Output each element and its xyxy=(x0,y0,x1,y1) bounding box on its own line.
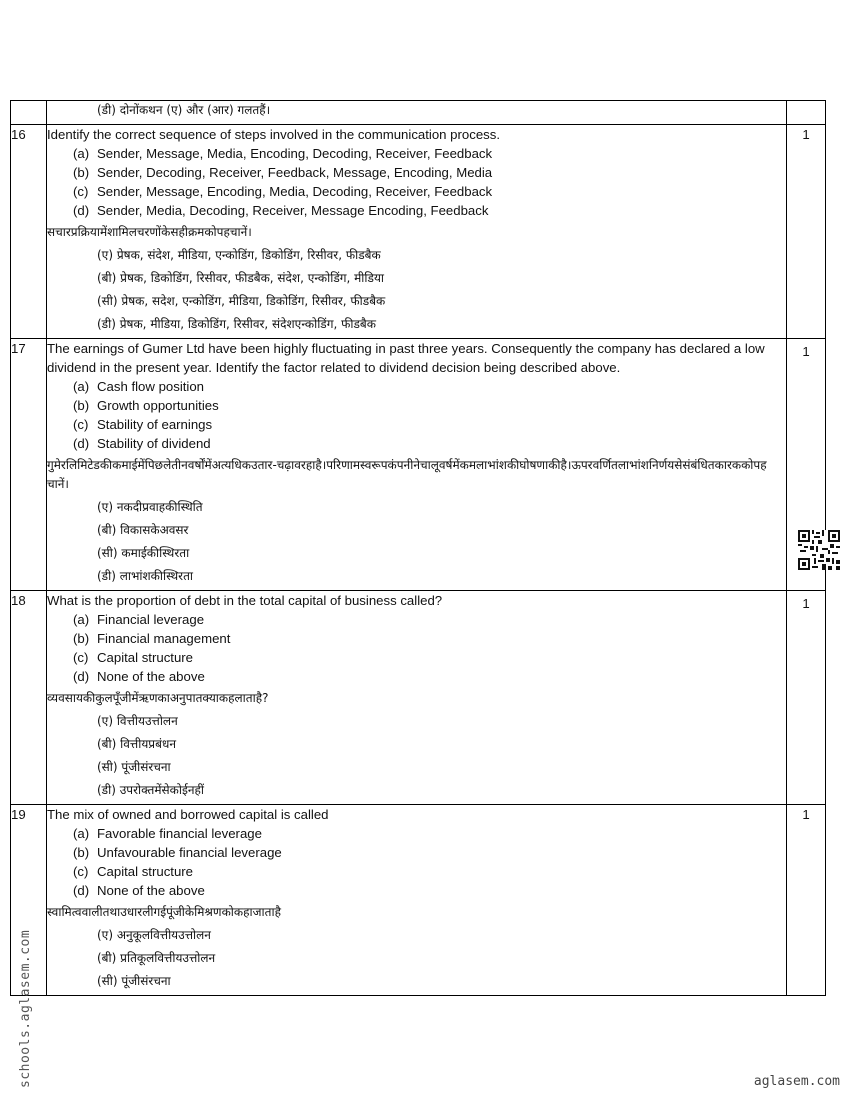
option-text: Sender, Message, Media, Encoding, Decoding, Receiver, Feedback xyxy=(97,146,493,161)
option-label: (d) xyxy=(73,669,90,684)
question-row-continued xyxy=(11,101,826,125)
question-text: What is the proportion of debt in the total capital of business called? xyxy=(47,593,443,608)
question-cell xyxy=(47,805,787,996)
option-label: (c) xyxy=(73,417,89,432)
option-c xyxy=(47,648,786,667)
hindi-option: (डी) प्रेषक, मीडिया, डिकोडिंग, रिसीवर, संदेशएन्कोडिंग, फीडबैक xyxy=(97,317,376,331)
hindi-question-text: सचारप्रक्रियामेंशामिलचरणोंकेसहीक्रमकोपहचानें। xyxy=(47,225,252,239)
option-label: (c) xyxy=(73,650,89,665)
hindi-option: (सी) पूंजीसंरचना xyxy=(97,974,171,988)
question-marks xyxy=(787,101,826,125)
question-text: The mix of owned and borrowed capital is called xyxy=(47,807,329,822)
option-d xyxy=(47,881,786,900)
question-row-18 xyxy=(11,591,826,805)
question-cell xyxy=(47,591,787,805)
option-a xyxy=(47,144,786,163)
question-cell xyxy=(47,339,787,591)
qr-code-icon xyxy=(798,530,840,570)
hindi-option: (बी) विकासकेअवसर xyxy=(97,523,189,537)
option-text: Stability of earnings xyxy=(97,417,213,432)
question-text: The earnings of Gumer Ltd have been highly fluctuating in past three years. Consequently the company has declared a low dividend in the present year. Identify the factor related to dividend decision being described above. xyxy=(47,341,765,375)
option-label: (d) xyxy=(73,203,90,218)
hindi-option: (ए) अनुकूलवित्तीयउत्तोलन xyxy=(97,928,211,942)
hindi-option: (डी) दोनोंकथन (ए) और (आर) गलतहैं। xyxy=(97,103,271,117)
option-b xyxy=(47,843,786,862)
option-c xyxy=(47,415,786,434)
option-text: Sender, Media, Decoding, Receiver, Message Encoding, Feedback xyxy=(97,203,489,218)
question-number xyxy=(11,101,47,125)
option-label: (a) xyxy=(73,612,90,627)
option-c xyxy=(47,182,786,201)
hindi-option: (ए) नकदीप्रवाहकीस्थिति xyxy=(97,500,203,514)
option-text: Stability of dividend xyxy=(97,436,211,451)
option-label: (a) xyxy=(73,379,90,394)
hindi-question-text: व्यवसायकीकुलपूँजीमेंऋणकाअनुपातक्याकहलाताहै? xyxy=(47,691,269,705)
option-text: Growth opportunities xyxy=(97,398,219,413)
option-d xyxy=(47,201,786,220)
option-text: Cash flow position xyxy=(97,379,205,394)
hindi-option: (सी) कमाईकीस्थिरता xyxy=(97,546,190,560)
hindi-question-text: स्वामित्ववालीतथाउधारलीगईपूंजीकेमिश्रणकोकहाजाताहै xyxy=(47,905,281,919)
hindi-option: (डी) उपरोक्तमेंसेकोईनहीं xyxy=(97,783,205,797)
option-label: (d) xyxy=(73,436,90,451)
footer-watermark: aglasem.com xyxy=(753,1074,840,1089)
option-text: Capital structure xyxy=(97,650,194,665)
option-d xyxy=(47,434,786,453)
question-number: 19 xyxy=(11,805,47,996)
question-text: Identify the correct sequence of steps involved in the communication process. xyxy=(47,127,501,142)
hindi-option: (बी) प्रेषक, डिकोडिंग, रिसीवर, फीडबैक, संदेश, एन्कोडिंग, मीडिया xyxy=(97,271,385,285)
option-text: Unfavourable financial leverage xyxy=(97,845,282,860)
option-label: (c) xyxy=(73,184,89,199)
question-number: 18 xyxy=(11,591,47,805)
question-cell xyxy=(47,125,787,339)
hindi-question-text: गुमेरलिमिटेडकीकमाईमेंपिछलेतीनवर्षोंमेंअत्यधिकउतार-चढ़ावरहाहै।परिणामस्वरूपकंपनीनेचालूवर्षमेंकमलाभांशकीघोषणाकीहै।ऊपरवर्णितलाभांशनिर्णयसेसंबंधितकारककोपहचानें। xyxy=(47,458,767,491)
option-c xyxy=(47,862,786,881)
hindi-option: (बी) प्रतिकूलवित्तीयउत्तोलन xyxy=(97,951,216,965)
option-text: None of the above xyxy=(97,669,205,684)
question-marks: 1 xyxy=(787,591,826,805)
option-b xyxy=(47,629,786,648)
option-label: (b) xyxy=(73,398,90,413)
option-a xyxy=(47,824,786,843)
option-label: (a) xyxy=(73,146,90,161)
hindi-option: (डी) लाभांशकीस्थिरता xyxy=(97,569,194,583)
option-label: (a) xyxy=(73,826,90,841)
question-number: 16 xyxy=(11,125,47,339)
option-text: None of the above xyxy=(97,883,205,898)
side-watermark: schools.aglasem.com xyxy=(18,929,33,1088)
hindi-option: (सी) प्रेषक, सदेश, एन्कोडिंग, मीडिया, डिकोडिंग, रिसीवर, फीडबैक xyxy=(97,294,386,308)
option-text: Favorable financial leverage xyxy=(97,826,262,841)
option-label: (d) xyxy=(73,883,90,898)
question-number: 17 xyxy=(11,339,47,591)
option-label: (c) xyxy=(73,864,89,879)
option-b xyxy=(47,396,786,415)
hindi-option: (बी) वित्तीयप्रबंधन xyxy=(97,737,176,751)
option-text: Financial leverage xyxy=(97,612,205,627)
question-marks: 1 xyxy=(787,339,826,591)
question-row-16 xyxy=(11,125,826,339)
option-b xyxy=(47,163,786,182)
question-row-17 xyxy=(11,339,826,591)
question-row-19 xyxy=(11,805,826,996)
option-text: Financial management xyxy=(97,631,231,646)
option-label: (b) xyxy=(73,165,90,180)
question-marks: 1 xyxy=(787,125,826,339)
option-label: (b) xyxy=(73,845,90,860)
option-a xyxy=(47,610,786,629)
option-text: Sender, Decoding, Receiver, Feedback, Message, Encoding, Media xyxy=(97,165,493,180)
option-text: Sender, Message, Encoding, Media, Decoding, Receiver, Feedback xyxy=(97,184,493,199)
hindi-option: (ए) वित्तीयउत्तोलन xyxy=(97,714,178,728)
question-marks: 1 xyxy=(787,805,826,996)
hindi-option: (ए) प्रेषक, संदेश, मीडिया, एन्कोडिंग, डिकोडिंग, रिसीवर, फीडबैक xyxy=(97,248,381,262)
question-table xyxy=(10,100,826,996)
hindi-option: (सी) पूंजीसंरचना xyxy=(97,760,171,774)
option-text: Capital structure xyxy=(97,864,194,879)
option-a xyxy=(47,377,786,396)
option-label: (b) xyxy=(73,631,90,646)
question-cell xyxy=(47,101,787,125)
option-d xyxy=(47,667,786,686)
